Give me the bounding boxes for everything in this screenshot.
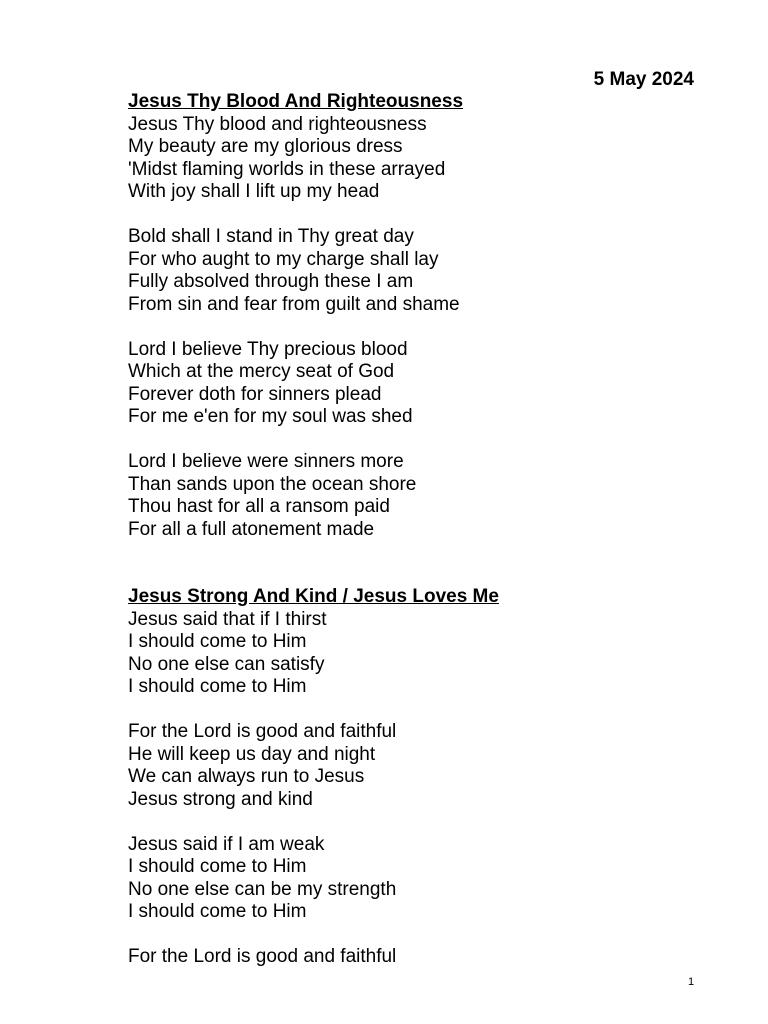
page-number: 1 xyxy=(688,976,695,988)
stanza xyxy=(128,721,708,811)
lyric-line: I should come to Him xyxy=(128,856,307,877)
lyric-line: Thou hast for all a ransom paid xyxy=(128,496,390,517)
song-separator xyxy=(128,564,708,587)
lyric-line: I should come to Him xyxy=(128,676,307,697)
document-date: 5 May 2024 xyxy=(593,69,694,90)
lyric-line: My beauty are my glorious dress xyxy=(128,136,403,157)
song-title: Jesus Thy Blood And Righteousness xyxy=(128,91,464,112)
lyric-line: Jesus Thy blood and righteousness xyxy=(128,113,427,135)
lyric-line: From sin and fear from guilt and shame xyxy=(128,293,460,315)
song-2 xyxy=(128,586,708,969)
song-title: Jesus Strong And Kind / Jesus Loves Me xyxy=(128,586,499,607)
song-1 xyxy=(128,91,708,541)
lyric-line: He will keep us day and night xyxy=(128,743,376,765)
lyric-line: Jesus said that if I thirst xyxy=(128,608,327,630)
lyric-line: Than sands upon the ocean shore xyxy=(128,473,417,495)
lyric-line: No one else can satisfy xyxy=(128,653,325,675)
lyric-line: For the Lord is good and faithful xyxy=(128,721,397,742)
lyric-line: Fully absolved through these I am xyxy=(128,271,414,292)
lyric-line: Forever doth for sinners plead xyxy=(128,383,382,405)
stanza xyxy=(128,946,708,969)
stanza xyxy=(128,226,708,316)
stanza xyxy=(128,451,708,541)
lyric-line: Jesus said if I am weak xyxy=(128,833,325,855)
lyric-line: Jesus strong and kind xyxy=(128,788,313,810)
lyric-line: Bold shall I stand in Thy great day xyxy=(128,226,414,247)
lyric-line: For me e'en for my soul was shed xyxy=(128,406,413,427)
lyric-line: Which at the mercy seat of God xyxy=(128,361,395,382)
stanza xyxy=(128,339,708,429)
lyric-line: For the Lord is good and faithful xyxy=(128,946,397,967)
stanza xyxy=(128,609,708,699)
lyric-line: For who aught to my charge shall lay xyxy=(128,248,439,270)
stanza xyxy=(128,834,708,924)
lyric-line: I should come to Him xyxy=(128,631,307,652)
lyric-line: We can always run to Jesus xyxy=(128,766,365,787)
hymn-content xyxy=(128,91,708,991)
lyric-line: No one else can be my strength xyxy=(128,878,397,900)
lyric-line: 'Midst flaming worlds in these arrayed xyxy=(128,158,446,180)
lyric-line: Lord I believe were sinners more xyxy=(128,451,404,472)
stanza xyxy=(128,114,708,204)
lyric-line: I should come to Him xyxy=(128,901,307,922)
lyric-line: Lord I believe Thy precious blood xyxy=(128,338,408,360)
lyric-line: For all a full atonement made xyxy=(128,518,375,540)
lyric-line: With joy shall I lift up my head xyxy=(128,181,380,202)
